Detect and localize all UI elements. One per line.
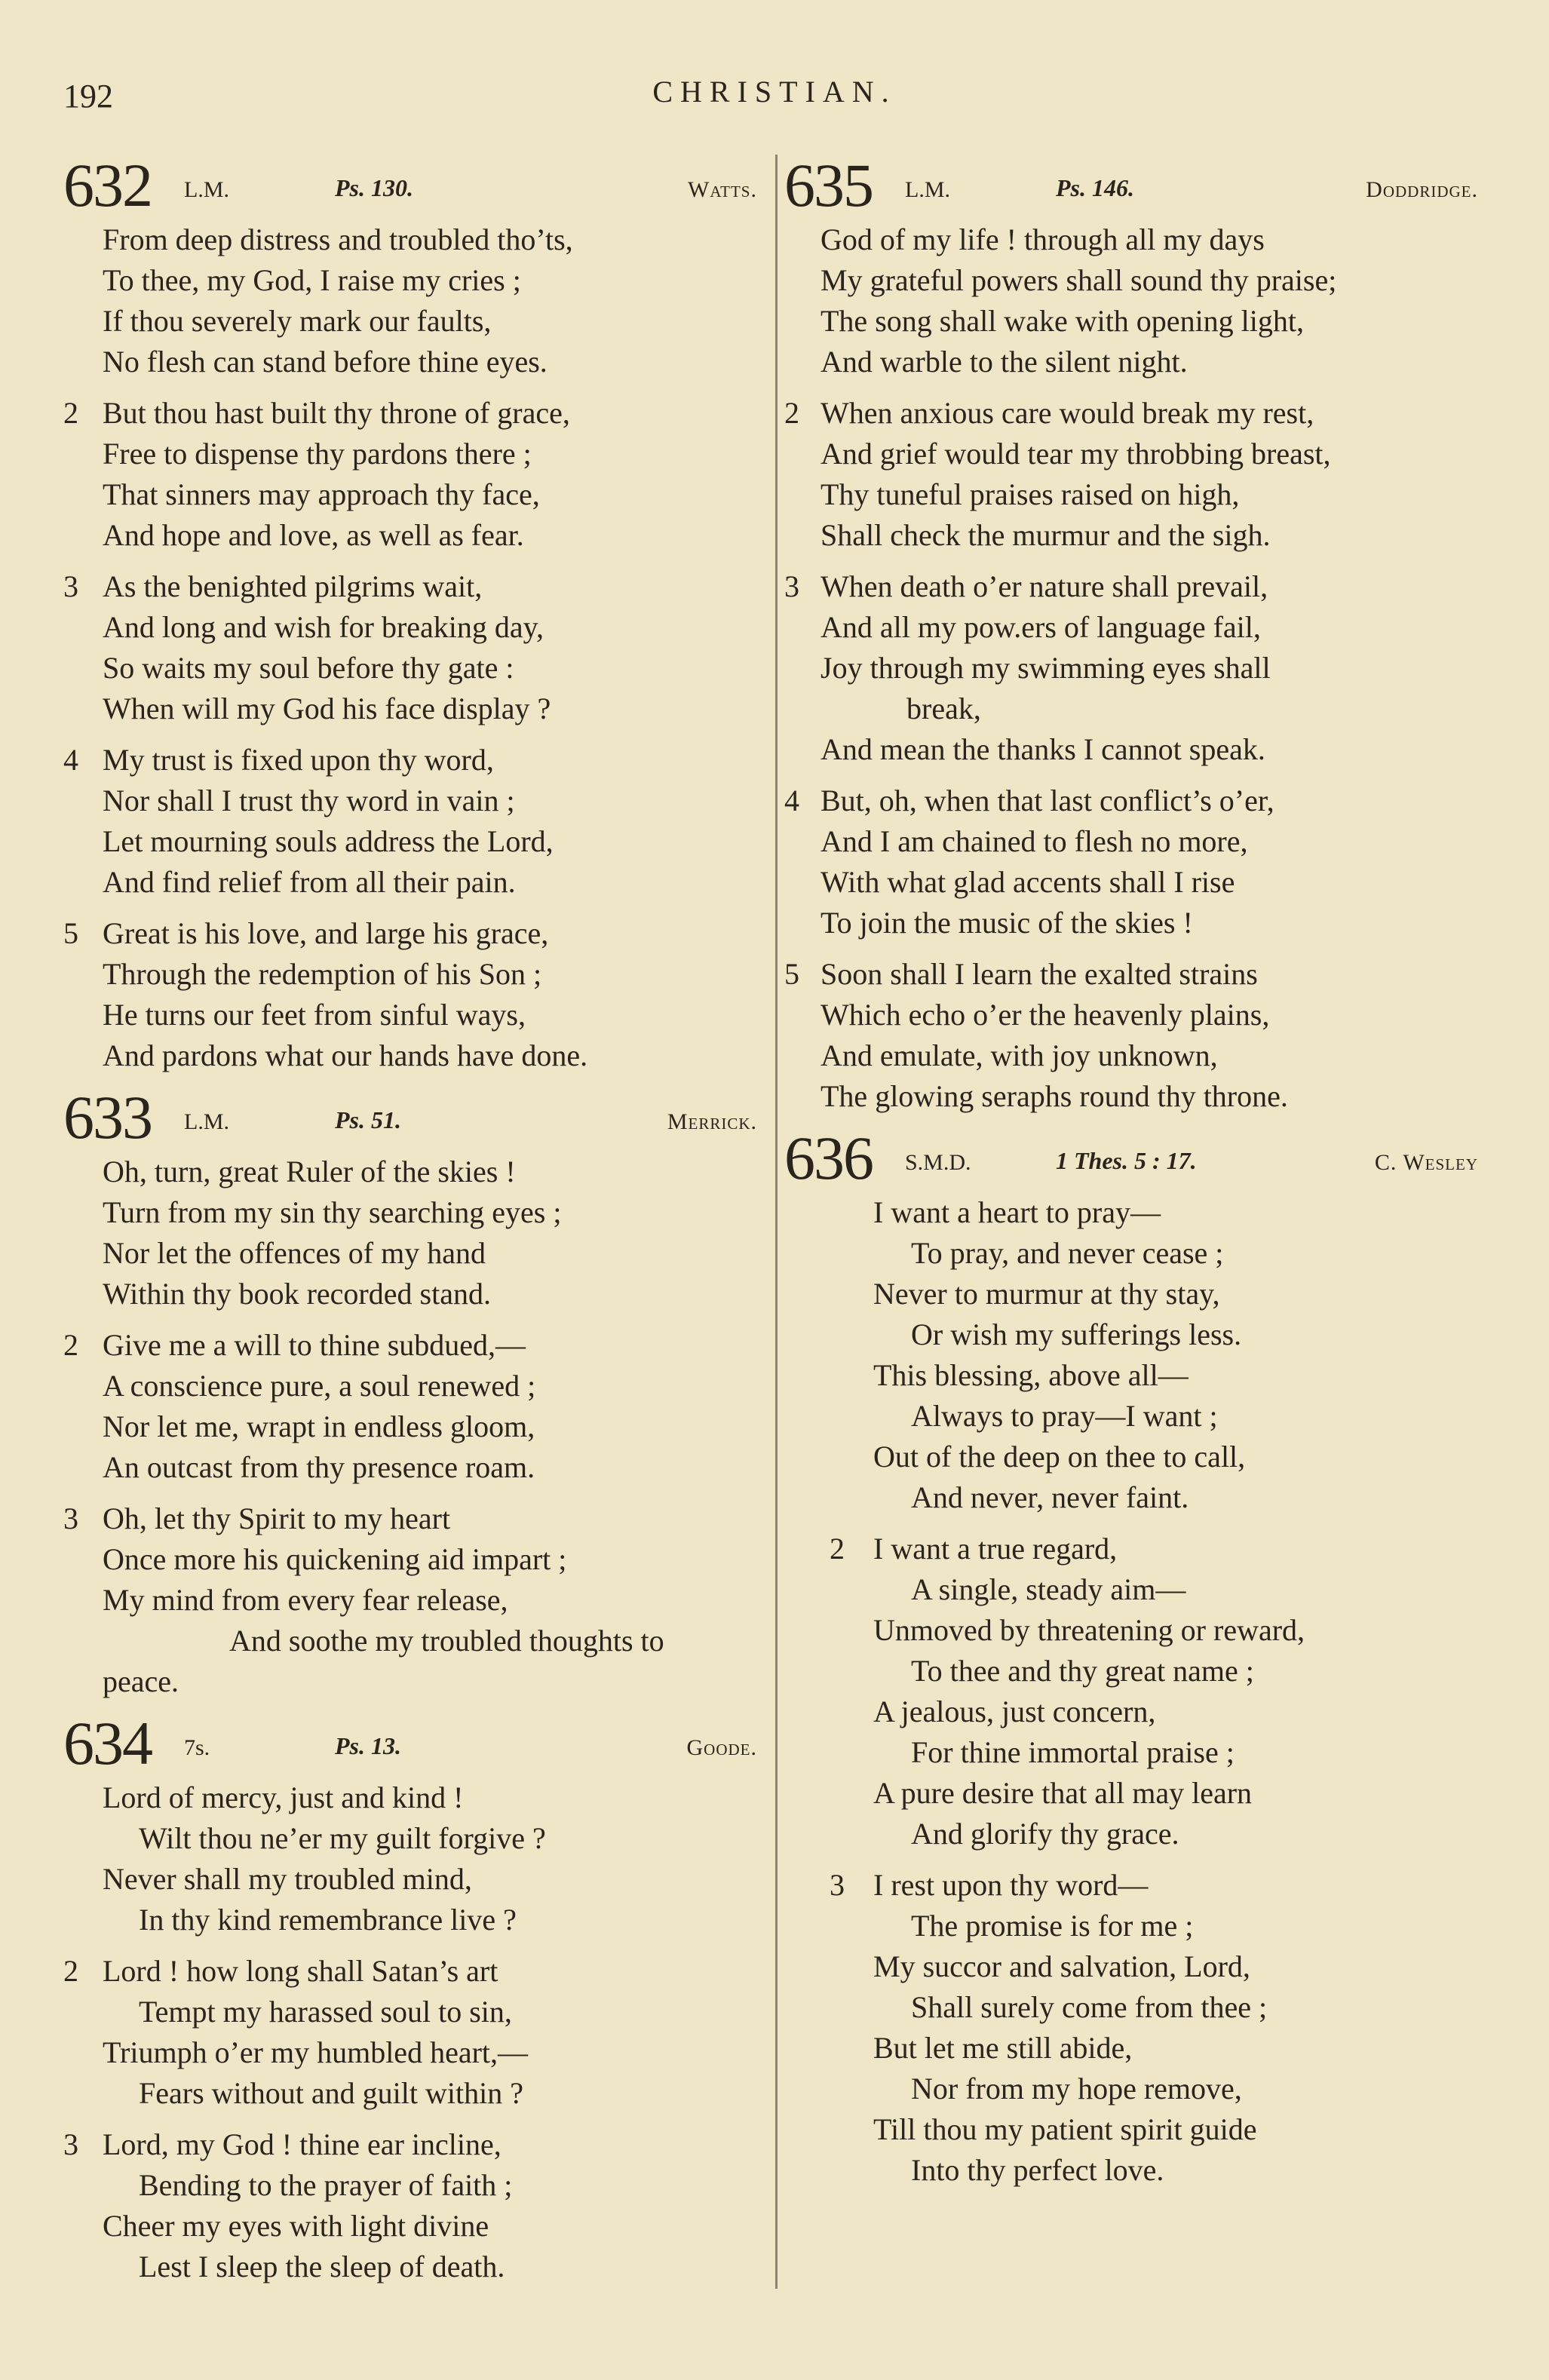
scripture-reference: Ps. 146. (1056, 174, 1134, 201)
verse-line: And emulate, with joy unknown, (821, 1038, 1218, 1072)
verse-line: Joy through my swimming eyes shall (821, 651, 1271, 685)
verse-line: Oh, let thy Spirit to my heart (103, 1501, 451, 1535)
verse-line: And pardons what our hands have done. (103, 1038, 588, 1072)
verse-line: Fears without and guilt within ? (139, 2076, 523, 2110)
verse-line: Unmoved by threatening or reward, (873, 1613, 1305, 1647)
stanza-number: 2 (784, 396, 799, 430)
verse-line: Into thy perfect love. (911, 2153, 1164, 2187)
right-column (784, 151, 1478, 2201)
verse-line: A pure desire that all may learn (873, 1776, 1253, 1810)
hymn-author: C. Wesley (1374, 1150, 1478, 1175)
verse-line: And hope and love, as well as fear. (103, 518, 524, 552)
verse-line: Lest I sleep the sleep of death. (139, 2250, 505, 2283)
stanza-number: 3 (63, 569, 78, 603)
stanza (784, 393, 1478, 556)
verse-line: A jealous, just concern, (873, 1695, 1156, 1728)
verse-line: But let me still abide, (873, 2031, 1133, 2065)
hymn-number: 632 (63, 151, 152, 219)
stanza-number: 3 (784, 569, 799, 603)
verse-line: Let mourning souls address the Lord, (103, 824, 554, 858)
hymn-635 (784, 151, 1478, 1117)
page-number: 192 (63, 78, 113, 115)
hymn-636 (784, 1124, 1478, 2191)
verse-line: And I am chained to flesh no more, (821, 824, 1248, 858)
verse-line: And all my pow.ers of language fail, (821, 610, 1261, 644)
verse-line: As the benighted pilgrims wait, (103, 569, 483, 603)
stanza-number: 5 (63, 916, 78, 950)
stanza (63, 1325, 757, 1488)
hymn-header (63, 151, 757, 219)
stanza (63, 1777, 757, 1940)
verse-line: The song shall wake with opening light, (821, 304, 1305, 338)
scripture-reference: Ps. 130. (335, 174, 413, 201)
stanza (63, 219, 757, 382)
verse-line: To pray, and never cease ; (911, 1236, 1224, 1270)
verse-line: Through the redemption of his Son ; (103, 957, 542, 991)
verse-line: Turn from my sin thy searching eyes ; (103, 1195, 562, 1229)
hymn-header (63, 1709, 757, 1777)
verse-line: Till thou my patient spirit guide (873, 2112, 1257, 2146)
verse-line: For thine immortal praise ; (911, 1735, 1235, 1769)
verse-line: My succor and salvation, Lord, (873, 1949, 1250, 1983)
scripture-reference: Ps. 13. (335, 1732, 401, 1759)
verse-line: An outcast from thy presence roam. (103, 1450, 535, 1484)
stanza (784, 1529, 1478, 1854)
hymn-number: 633 (63, 1083, 152, 1152)
verse-line: Which echo o’er the heavenly plains, (821, 998, 1270, 1032)
verse-line: I want a heart to pray— (873, 1195, 1161, 1229)
verse-line: He turns our feet from sinful ways, (103, 998, 526, 1032)
stanza-number: 3 (830, 1868, 845, 1902)
verse-line: And warble to the silent night. (821, 345, 1188, 379)
verse-line: A conscience pure, a soul renewed ; (103, 1369, 536, 1403)
hymn-header (784, 1124, 1478, 1192)
verse-line: Nor let the offences of my hand (103, 1236, 486, 1270)
verse-line: Never shall my troubled mind, (103, 1862, 472, 1896)
stanza (784, 954, 1478, 1117)
hymn-header (784, 151, 1478, 219)
stanza (63, 1498, 757, 1702)
verse-line: Triumph o’er my humbled heart,— (103, 2035, 529, 2069)
verse-line: Nor from my hope remove, (911, 2072, 1242, 2106)
verse-line: break, (906, 692, 981, 725)
verse-line: Tempt my harassed soul to sin, (139, 1995, 512, 2029)
stanza-number: 4 (784, 784, 799, 817)
verse-line: Out of the deep on thee to call, (873, 1440, 1246, 1474)
verse-line: Nor shall I trust thy word in vain ; (103, 784, 515, 817)
verse-line: Give me a will to thine subdued,— (103, 1328, 526, 1362)
scripture-reference: 1 Thes. 5 : 17. (1056, 1147, 1197, 1174)
hymn-author: Watts. (688, 177, 757, 202)
left-column (63, 151, 757, 2298)
running-head: CHRISTIAN. (652, 75, 897, 109)
verse-line: No flesh can stand before thine eyes. (103, 345, 548, 379)
scripture-reference: Ps. 51. (335, 1106, 401, 1133)
verse-line: Bending to the prayer of faith ; (139, 2168, 513, 2202)
stanza (784, 781, 1478, 943)
verse-line: Cheer my eyes with light divine (103, 2209, 489, 2243)
verse-line: peace. (103, 1664, 179, 1698)
stanza-number: 4 (63, 743, 78, 777)
verse-line: The glowing seraphs round thy throne. (821, 1079, 1288, 1113)
stanza-number: 2 (63, 1954, 78, 1988)
verse-line: I want a true regard, (873, 1532, 1118, 1566)
verse-line: That sinners may approach thy face, (103, 477, 540, 511)
verse-line: A single, steady aim— (911, 1572, 1186, 1606)
verse-line: In thy kind remembrance live ? (139, 1903, 517, 1937)
verse-line: Nor let me, wrapt in endless gloom, (103, 1409, 535, 1443)
verse-line: Never to murmur at thy stay, (873, 1277, 1220, 1311)
verse-line: Oh, turn, great Ruler of the skies ! (103, 1155, 516, 1188)
verse-line: Shall surely come from thee ; (911, 1990, 1268, 2024)
column-rule (775, 155, 778, 2289)
verse-line: Always to pray—I want ; (911, 1399, 1218, 1433)
verse-line: To join the music of the skies ! (821, 906, 1193, 940)
verse-line: And find relief from all their pain. (103, 865, 516, 899)
verse-line: The promise is for me ; (911, 1909, 1194, 1943)
verse-line: Lord, my God ! thine ear incline, (103, 2127, 502, 2161)
verse-line: With what glad accents shall I rise (821, 865, 1235, 899)
stanza (63, 2124, 757, 2287)
stanza (63, 393, 757, 556)
verse-line: And never, never faint. (911, 1480, 1189, 1514)
verse-line: My trust is fixed upon thy word, (103, 743, 494, 777)
hymn-meter: S.M.D. (905, 1150, 971, 1175)
stanza-number: 5 (784, 957, 799, 991)
verse-line: And long and wish for breaking day, (103, 610, 544, 644)
stanza-number: 3 (63, 2127, 78, 2161)
stanza (63, 1951, 757, 2114)
verse-line: My mind from every fear release, (103, 1583, 508, 1617)
verse-line: Thy tuneful praises raised on high, (821, 477, 1240, 511)
stanza (784, 1192, 1478, 1518)
verse-line: God of my life ! through all my days (821, 222, 1265, 256)
hymn-meter: L.M. (905, 177, 950, 202)
verse-line: Soon shall I learn the exalted strains (821, 957, 1258, 991)
verse-line: So waits my soul before thy gate : (103, 651, 514, 685)
verse-line: And grief would tear my throbbing breast, (821, 437, 1331, 471)
hymn-632 (63, 151, 757, 1076)
verse-line: And glorify thy grace. (911, 1817, 1179, 1851)
verse-line: I rest upon thy word— (873, 1868, 1149, 1902)
verse-line: My grateful powers shall sound thy praise; (821, 263, 1337, 297)
verse-line: But thou hast built thy throne of grace, (103, 396, 570, 430)
stanza (63, 566, 757, 729)
hymn-number: 636 (784, 1124, 873, 1192)
hymn-author: Goode. (686, 1735, 757, 1760)
stanza (784, 219, 1478, 382)
stanza-number: 2 (63, 396, 78, 430)
verse-line: This blessing, above all— (873, 1358, 1189, 1392)
verse-line: Wilt thou ne’er my guilt forgive ? (139, 1821, 546, 1855)
stanza-number: 3 (63, 1501, 78, 1535)
hymn-meter: L.M. (184, 1109, 229, 1134)
verse-line: Free to dispense thy pardons there ; (103, 437, 532, 471)
stanza-number: 2 (63, 1328, 78, 1362)
verse-line: If thou severely mark our faults, (103, 304, 492, 338)
hymn-meter: 7s. (184, 1735, 210, 1760)
stanza (784, 1865, 1478, 2191)
verse-line: Or wish my sufferings less. (911, 1317, 1242, 1351)
hymn-number: 635 (784, 151, 873, 219)
verse-line: Once more his quickening aid impart ; (103, 1542, 567, 1576)
verse-line: From deep distress and troubled tho’ts, (103, 222, 573, 256)
verse-line: Great is his love, and large his grace, (103, 916, 549, 950)
hymn-634 (63, 1709, 757, 2287)
verse-line: But, oh, when that last conflict’s o’er, (821, 784, 1274, 817)
verse-line: Within thy book recorded stand. (103, 1277, 491, 1311)
hymn-meter: L.M. (184, 177, 229, 202)
hymn-633 (63, 1083, 757, 1702)
hymn-header (63, 1083, 757, 1152)
hymn-author: Doddridge. (1366, 177, 1478, 202)
verse-line: To thee and thy great name ; (911, 1654, 1254, 1688)
stanza (63, 913, 757, 1076)
verse-line: Shall check the murmur and the sigh. (821, 518, 1271, 552)
stanza-number: 2 (830, 1532, 845, 1566)
verse-line: And mean the thanks I cannot speak. (821, 732, 1265, 766)
hymn-number: 634 (63, 1709, 152, 1777)
verse-line: Lord ! how long shall Satan’s art (103, 1954, 498, 1988)
stanza (63, 1152, 757, 1314)
verse-line: When death o’er nature shall prevail, (821, 569, 1268, 603)
verse-line: When will my God his face display ? (103, 692, 551, 725)
stanza (63, 740, 757, 903)
hymn-author: Merrick. (667, 1109, 757, 1134)
verse-line: When anxious care would break my rest, (821, 396, 1314, 430)
stanza (784, 566, 1478, 770)
verse-line: Lord of mercy, just and kind ! (103, 1780, 464, 1814)
verse-line: And soothe my troubled thoughts to (229, 1624, 664, 1658)
verse-line: To thee, my God, I raise my cries ; (103, 263, 521, 297)
